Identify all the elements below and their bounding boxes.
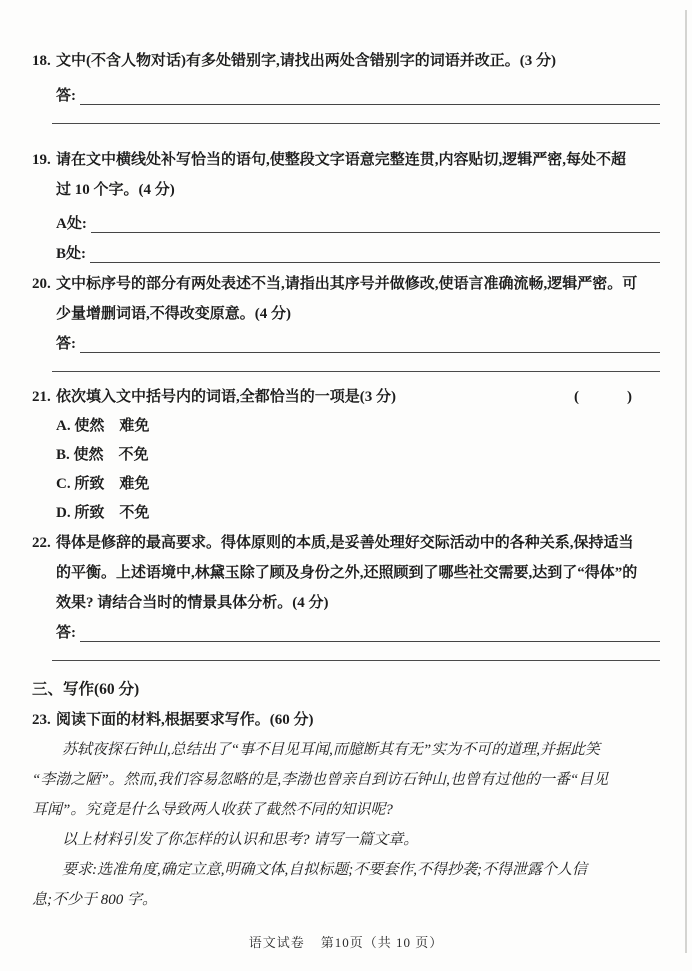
question-22-text-line-3: 效果? 请结合当时的情景具体分析。(4 分) — [56, 595, 329, 611]
answer-blank-line — [52, 648, 660, 661]
question-21-options — [56, 412, 660, 528]
question-20-number: 20. — [32, 276, 51, 292]
answer-label: 答: — [56, 88, 76, 104]
question-18-text-row — [32, 46, 660, 76]
question-21 — [32, 382, 660, 528]
material-line-1: 苏轼夜探石钟山,总结出了“事不目见耳闻,而臆断其有无”实为不可的道理,并据此笑 — [62, 742, 600, 758]
answer-underline — [80, 329, 660, 353]
answer-label: 答: — [56, 625, 76, 641]
question-21-text-row — [32, 382, 660, 412]
blank-a-label: A处: — [56, 216, 87, 232]
page-footer — [0, 932, 692, 951]
essay-material — [32, 735, 660, 915]
question-22-text-line-1: 得体是修辞的最高要求。得体原则的本质,是妥善处理好交际活动中的各种关系,保持适当 — [56, 535, 634, 551]
material-requirements-line-2: 息;不少于 800 字。 — [32, 892, 157, 908]
paper-content — [32, 46, 660, 915]
option-a: A. 使然 难免 — [56, 418, 150, 434]
blank-b-label: B处: — [56, 246, 87, 262]
question-18-text: 文中(不含人物对话)有多处错别字,请找出两处含错别字的词语并改正。(3 分) — [56, 53, 556, 69]
question-23-text-row — [32, 705, 660, 735]
question-20-text-line-2: 少量增删词语,不得改变原意。(4 分) — [56, 306, 291, 322]
material-line-2: “李渤之陋”。然而,我们容易忽略的是,李渤也曾亲自到访石钟山,也曾有过他的一番“目见 — [32, 772, 609, 788]
question-19-text-row — [32, 145, 660, 175]
question-20-answer-row — [56, 329, 660, 359]
question-19 — [32, 145, 660, 269]
question-18-number: 18. — [32, 53, 51, 69]
answer-label: 答: — [56, 336, 76, 352]
answer-underline — [80, 618, 660, 642]
question-23-number: 23. — [32, 712, 51, 728]
question-23-text: 阅读下面的材料,根据要求写作。(60 分) — [56, 712, 314, 728]
answer-blank-line — [52, 111, 660, 124]
question-18-answer-row — [56, 81, 660, 111]
option-d: D. 所致 不免 — [56, 505, 150, 521]
question-19-text-line-2: 过 10 个字。(4 分) — [56, 182, 175, 198]
question-19-blank-b-row — [56, 239, 660, 269]
question-20-text-line-1: 文中标序号的部分有两处表述不当,请指出其序号并做修改,使语言准确流畅,逻辑严密。可 — [56, 276, 638, 292]
question-22-answer-row — [56, 618, 660, 648]
writing-section — [32, 675, 660, 915]
option-b: B. 使然 不免 — [56, 447, 149, 463]
question-22-number: 22. — [32, 535, 51, 551]
question-22-text-line-2: 的平衡。上述语境中,林黛玉除了顾及身份之外,还照顾到了哪些社交需要,达到了“得体”的 — [56, 565, 638, 581]
writing-section-heading: 三、写作(60 分) — [32, 681, 140, 698]
question-22 — [32, 528, 660, 661]
question-19-text-line-1: 请在文中横线处补写恰当的语句,使整段文字语意完整连贯,内容贴切,逻辑严密,每处不超 — [56, 152, 627, 168]
question-19-number: 19. — [32, 152, 51, 168]
answer-blank-line — [52, 359, 660, 372]
blank-a-underline — [91, 209, 660, 233]
footer-paper-title: 语文试卷 — [248, 935, 305, 950]
material-requirements-line-1: 要求:选准角度,确定立意,明确文体,自拟标题;不要套作,不得抄袭;不得泄露个人信 — [62, 862, 587, 878]
question-22-text-row — [32, 528, 660, 558]
blank-b-underline — [90, 239, 660, 263]
scan-edge-artifact — [685, 10, 687, 953]
answer-brackets: ( ) — [574, 389, 638, 405]
question-21-number: 21. — [32, 389, 51, 405]
answer-underline — [80, 81, 660, 105]
material-line-3: 耳闻”。究竟是什么导致两人收获了截然不同的知识呢? — [32, 802, 393, 818]
footer-page-number: 第10页（共 10 页） — [320, 935, 444, 950]
material-prompt-line: 以上材料引发了你怎样的认识和思考? 请写一篇文章。 — [62, 832, 419, 848]
option-c: C. 所致 难免 — [56, 476, 150, 492]
question-21-text: 依次填入文中括号内的词语,全都恰当的一项是(3 分) — [56, 389, 396, 405]
question-20 — [32, 269, 660, 372]
question-19-blank-a-row — [56, 209, 660, 239]
question-20-text-row — [32, 269, 660, 299]
question-18 — [32, 46, 660, 124]
